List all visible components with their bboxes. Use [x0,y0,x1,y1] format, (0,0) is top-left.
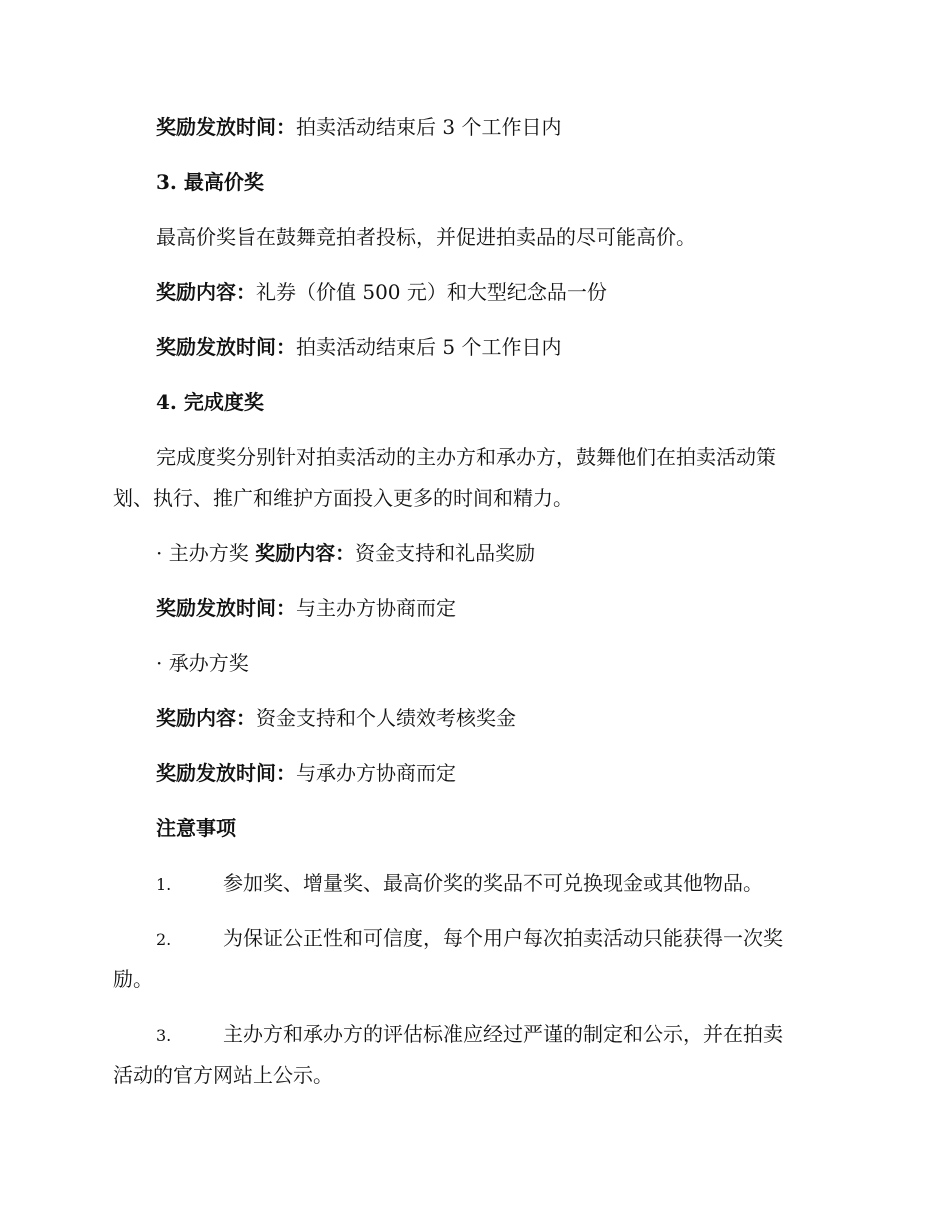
contractor-award-line: · 承办方奖 [156,651,249,675]
award-content-text: 资金支持和礼品奖励 [355,541,536,565]
award-content-label: 奖励内容： [156,280,256,304]
award-time-text: 与承办方协商而定 [296,761,456,785]
completion-description-line-1: 完成度奖分别针对拍卖活动的主办方和承办方，鼓舞他们在拍卖活动策 [156,445,776,469]
award-time-text: 与主办方协商而定 [296,596,456,620]
note-text: 主办方和承办方的评估标准应经过严谨的制定和公示，并在拍卖 [223,1022,783,1046]
award-content-text: 礼券（价值 500 元）和大型纪念品一份 [256,280,607,304]
note-item-3 [156,1020,783,1050]
note-item-2-continuation: 励。 [113,967,153,991]
note-item-3-continuation: 活动的官方网站上公示。 [113,1063,333,1087]
award-time-text: 拍卖活动结束后 5 个工作日内 [296,335,562,359]
note-text: 参加奖、增量奖、最高价奖的奖品不可兑换现金或其他物品。 [223,871,763,895]
section-heading-completion: 4. 完成度奖 [156,390,264,414]
award-time-label: 奖励发放时间： [156,596,296,620]
note-item-1 [156,869,763,899]
award-time-line-4 [156,759,456,787]
award-time-label: 奖励发放时间： [156,115,296,139]
highest-price-description: 最高价奖旨在鼓舞竞拍者投标，并促进拍卖品的尽可能高价。 [156,225,696,249]
award-content-text: 资金支持和个人绩效考核奖金 [256,706,516,730]
award-time-line-2 [156,333,561,361]
section-heading-notes: 注意事项 [156,816,236,840]
organizer-award-prefix: · 主办方奖 [156,541,256,565]
award-content-line-3 [156,704,516,732]
award-time-text: 拍卖活动结束后 3 个工作日内 [296,115,562,139]
completion-description-line-2: 划、执行、推广和维护方面投入更多的时间和精力。 [113,486,573,510]
award-time-line-1 [156,113,561,141]
award-time-line-3 [156,594,456,622]
note-item-2 [156,924,783,954]
award-time-label: 奖励发放时间： [156,335,296,359]
note-number: 2. [156,930,172,949]
note-number: 1. [156,875,172,894]
note-number: 3. [156,1026,172,1045]
note-text: 为保证公正性和可信度，每个用户每次拍卖活动只能获得一次奖 [223,926,783,950]
award-content-label: 奖励内容： [156,706,256,730]
award-content-label: 奖励内容： [255,541,356,565]
section-heading-highest-price: 3. 最高价奖 [156,170,264,194]
organizer-award-line [156,539,535,567]
award-content-line-1 [156,278,607,306]
award-time-label: 奖励发放时间： [156,761,296,785]
